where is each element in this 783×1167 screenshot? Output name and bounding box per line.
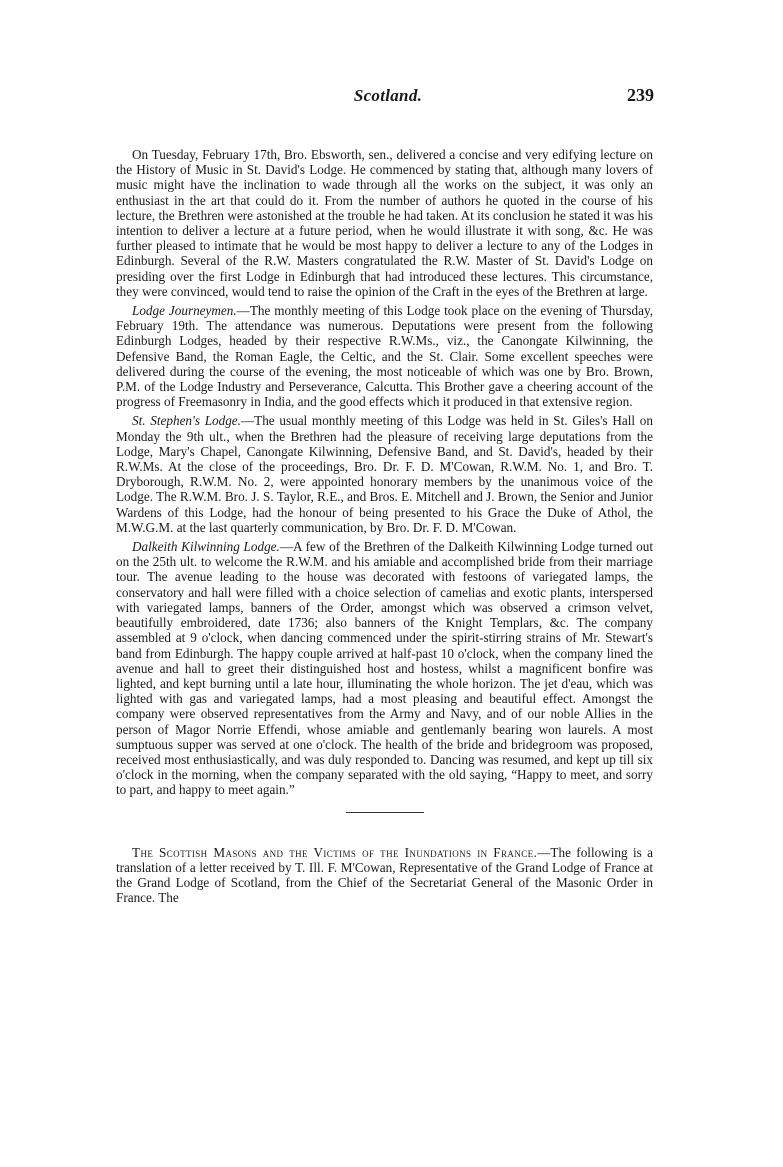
paragraph-lead: Dalkeith Kilwinning Lodge.: [132, 539, 280, 555]
article-body: [116, 147, 653, 909]
paragraph-text: —The usual monthly meeting of this Lodge was held in St. Giles's Hall on Monday the 9th ult., when the Brethren had the pleasure of receiving large deputations from the Lodge, Mary's Chapel, Canongate Kilwinning, Defensive Band, and St. David's, headed by their R.W.Ms. At the close of the proceedings, Bro. Dr. F. D. M'Cowan, R.W.M. No. 1, and Bro. T. Dryborough, R.W.M. No. 2, were appointed honorary members by the unanimous voice of the Lodge. The R.W.M. Bro. J. S. Taylor, R.E., and Bros. E. Mitchell and J. Brown, the Senior and Junior Wardens of this Lodge, had the honour of being presented to his Grace the Duke of Athol, the M.W.G.M. at the last quarterly communication, by Bro. Dr. F. D. M'Cowan.: [116, 413, 653, 535]
section-divider: [346, 812, 424, 813]
paragraph-st-stephens-lodge: [116, 413, 653, 535]
paragraph-dalkeith-kilwinning: [116, 539, 653, 797]
page-number: 239: [627, 85, 654, 105]
paragraph-lead: St. Stephen's Lodge.: [132, 413, 241, 429]
running-head: [112, 86, 664, 110]
paragraph-text: —The following is a translation of a letter received by T. Ill. F. M'Cowan, Representative of the Grand Lodge of France at the Grand Lodge of Scotland, from the Chief of the Secretariat General of the Masonic Order in France. The: [116, 844, 653, 906]
paragraph-lodge-journeymen: [116, 303, 653, 409]
running-title: Scotland.: [353, 86, 423, 105]
paragraph-lead: Lodge Journeymen.: [132, 303, 237, 319]
paragraph-text: On Tuesday, February 17th, Bro. Ebsworth, sen., delivered a concise and very edifying lecture on the History of Music in St. David's Lodge. He commenced by stating that, although many lovers of music might have the inclination to wade through all the works on the subject, it was only an enthusiast in the art that could do it. From the number of authors he quoted in the course of his lecture, the Brethren were astonished at the trouble he had taken. At its conclusion he stated it was his intention to deliver a lecture at a future period, when he would illustrate it with song, &c. He was further pleased to intimate that he would be most happy to deliver a lecture to any of the Lodges in Edinburgh. Several of the R.W. Masters congratulated the R.W. Master of St. David's Lodge on presiding over the first Lodge in Edinburgh that had introduced these lectures. This circumstance, they were convinced, would tend to raise the opinion of the Craft in the eyes of the Brethren at large.: [116, 147, 653, 299]
paragraph-st-davids-lecture: [116, 147, 653, 299]
section-heading: The Scottish Masons and the Victims of the Inundations in France.: [132, 844, 538, 860]
paragraph-inundations-heading: [116, 845, 653, 906]
paragraph-text: —A few of the Brethren of the Dalkeith Kilwinning Lodge turned out on the 25th ult. to welcome the R.W.M. and his amiable and accomplished bride from their marriage tour. The avenue leading to the house was decorated with festoons of variegated lamps, the conservatory and hall were filled with a choice selection of camelias and exotic plants, interspersed with variegated lamps, banners of the Order, amongst which was observed a crimson velvet, beautifully embroidered, date 1736; also banners of the Knight Templars, &c. The company assembled at 9 o'clock, when dancing commenced under the spirit-stirring strains of Mr. Stewart's band from Edinburgh. The happy couple arrived at half-past 10 o'clock, when the company lined the avenue and hall to greet their distinguished host and hostess, whilst a magnificent bonfire was lighted, and kept burning until a late hour, illuminating the whole horizon. The jet d'eau, which was lighted with gas and variegated lamps, had a most pleasing and beautiful effect. Amongst the company were observed representatives from the Army and Navy, and of our noble Allies in the person of Magor Norrie Effendi, whose amiable and gentlemanly bearing won laurels. A most sumptuous supper was served at one o'clock. The health of the bride and bridegroom was proposed, received most enthusiastically, and was duly responded to. Dancing was resumed, and kept up till six o'clock in the morning, when the company separated with the old saying, “Happy to meet, and sorry to part, and happy to meet again.”: [116, 539, 653, 798]
paragraph-text: —The monthly meeting of this Lodge took place on the evening of Thursday, February 19th. The attendance was numerous. Deputations were present from the following Edinburgh Lodges, headed by their respective R.W.Ms., viz., the Canongate Kilwinning, the Defensive Band, the Roman Eagle, the Celtic, and the St. Clair. Some excellent speeches were delivered during the course of the evening, the most noticeable of which was one by Bro. Brown, P.M. of the Lodge Industry and Perseverance, Calcutta. This Brother gave a cheering account of the progress of Freemasonry in India, and the good effects which it produced in that extensive region.: [116, 303, 653, 410]
